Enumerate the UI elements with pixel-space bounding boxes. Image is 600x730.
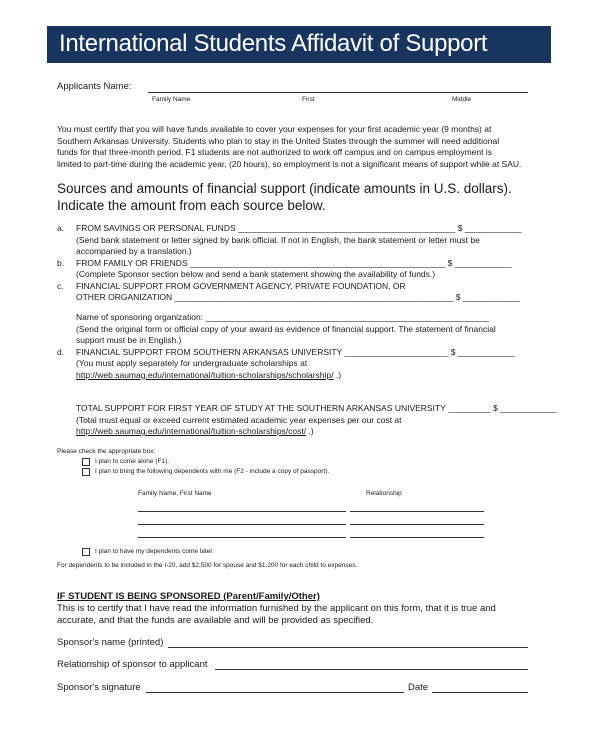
dependent-relationship-line-3[interactable] (350, 537, 484, 538)
intro-line-4: limited to part-time during the academic year, (20 hours), so employment is not a significant means of support while at SAU. (57, 158, 522, 169)
total-note: (Total must equal or exceed current estimated academic year expenses per our cost at (76, 414, 402, 425)
dependents-later-checkbox[interactable] (82, 548, 90, 556)
sponsor-relationship-label: Relationship of sponsor to applicant (57, 659, 208, 670)
dependents-later-label: I plan to have my dependents come later. (95, 548, 214, 555)
item-d-link-line (76, 370, 341, 382)
middle-name-caption: Middle (452, 96, 472, 103)
item-d-sau-field[interactable]: FINANCIAL SUPPORT FROM SOUTHERN ARKANSAS UNIVERSITY ______________________ $ ____________ (76, 346, 515, 357)
dependent-name-column: Family Name, First Name (138, 490, 212, 497)
sponsor-name-label: Sponsor's name (printed) (57, 637, 164, 648)
item-a-savings-field[interactable]: FROM SAVINGS OR PERSONAL FUNDS ______________________________________________ $ ____________ (76, 223, 522, 233)
item-a-note-1: (Send bank statement or letter signed by bank official. If not in English, the bank statement or letter must be (76, 234, 480, 245)
dependent-name-line-3[interactable] (138, 537, 346, 538)
come-alone-checkbox[interactable] (82, 458, 90, 466)
scholarship-link[interactable]: http://web.saumag.edu/international/tuition-scholarships/scholarship/ (76, 369, 334, 380)
intro-line-3: funds for that three-month period. F1 students are not authorized to work off campus and on campus employment is (57, 147, 492, 157)
item-d-letter: d. (57, 346, 65, 357)
item-b-letter: b. (57, 257, 65, 268)
item-c-note-1: (Send the original form or official copy of your award as evidence of financial support. The statement of financial (76, 323, 496, 334)
check-instruction: Please check the appropriate box: (57, 448, 156, 455)
dependent-relationship-line-2[interactable] (350, 524, 484, 525)
total-link-tail: .) (306, 426, 314, 436)
item-d-note: (You must apply separately for undergraduate scholarships at (76, 358, 308, 368)
item-b-family-field[interactable]: FROM FAMILY OR FRIENDS ______________________________________________________ $ ____________ (76, 257, 512, 268)
cost-link[interactable]: http://web.saumag.edu/international/tuition-scholarships/cost/ (76, 426, 307, 436)
sources-heading-2: Indicate the amount from each source below. (57, 198, 326, 213)
item-c-note-2: support must be in English.) (76, 335, 182, 345)
come-alone-label: I plan to come alone (F1). (95, 458, 170, 465)
sponsor-certify-line-2: accurate, and that the funds are available and will be provided as specified. (57, 615, 374, 626)
sponsor-name-line[interactable] (168, 647, 528, 648)
sponsor-signature-line[interactable] (146, 692, 404, 693)
dependent-relationship-column: Relationship (366, 490, 402, 497)
sources-heading-1: Sources and amounts of financial support (indicate amounts in U.S. dollars). (57, 181, 512, 196)
dependent-relationship-line-1[interactable] (350, 511, 484, 512)
sponsor-date-label: Date (408, 682, 429, 693)
item-c-organization-field[interactable]: OTHER ORGANIZATION ___________________________________________________________ $ ____________ (76, 292, 520, 302)
total-link-line (76, 426, 314, 438)
item-a-letter: a. (57, 223, 65, 233)
intro-line-2: Southern Arkansas University. Students who plan to stay in the United States through the summer will need additional (57, 135, 500, 146)
item-a-note-2: accompanied by a translation.) (76, 246, 192, 256)
sponsor-relationship-line[interactable] (215, 669, 528, 670)
sponsor-date-line[interactable] (432, 692, 528, 693)
dependents-cost-note: For dependents to be included in the I-20, add $2,500 for spouse and $1,200 for each child to expenses. (57, 562, 358, 569)
item-c-letter: c. (57, 280, 64, 291)
sponsor-certify-line-1: This is to certify that I have read the information furnished by the applicant on this form, that it is true and (57, 603, 496, 614)
dependent-name-line-1[interactable] (138, 511, 346, 512)
family-name-caption: Family Name (152, 96, 191, 103)
dependent-name-line-2[interactable] (138, 524, 346, 525)
total-support-field[interactable]: TOTAL SUPPORT FOR FIRST YEAR OF STUDY AT THE SOUTHERN ARKANSAS UNIVERSITY _________ $ ____________ (76, 403, 557, 413)
title-banner (47, 26, 551, 63)
intro-line-1: You must certify that you will have funds available to cover your expenses for your first academic year (9 months) at (57, 124, 492, 134)
bring-dependents-checkbox[interactable] (82, 468, 90, 476)
sponsor-signature-label: Sponsor's signature (57, 682, 141, 693)
item-c-heading: FINANCIAL SUPPORT FROM GOVERNMENT AGENCY, PRIVATE FOUNDATION, OR (76, 280, 406, 291)
bring-dependents-label: I plan to bring the following dependents with me (F2 - include a copy of passport). (95, 468, 330, 475)
sponsor-heading: IF STUDENT IS BEING SPONSORED (Parent/Family/Other) (57, 591, 320, 602)
item-b-note: (Complete Sponsor section below and send a bank statement showing the availability of funds.) (76, 269, 436, 279)
sponsoring-organization-field[interactable]: Name of sponsoring organization: ____________________________________________________________ (76, 312, 490, 322)
first-name-caption: First (302, 96, 315, 103)
item-d-link-tail: .) (333, 369, 342, 380)
applicant-name-label: Applicants Name: (57, 81, 132, 92)
page-title: International Students Affidavit of Support (59, 30, 488, 57)
applicant-name-line[interactable] (148, 92, 528, 93)
